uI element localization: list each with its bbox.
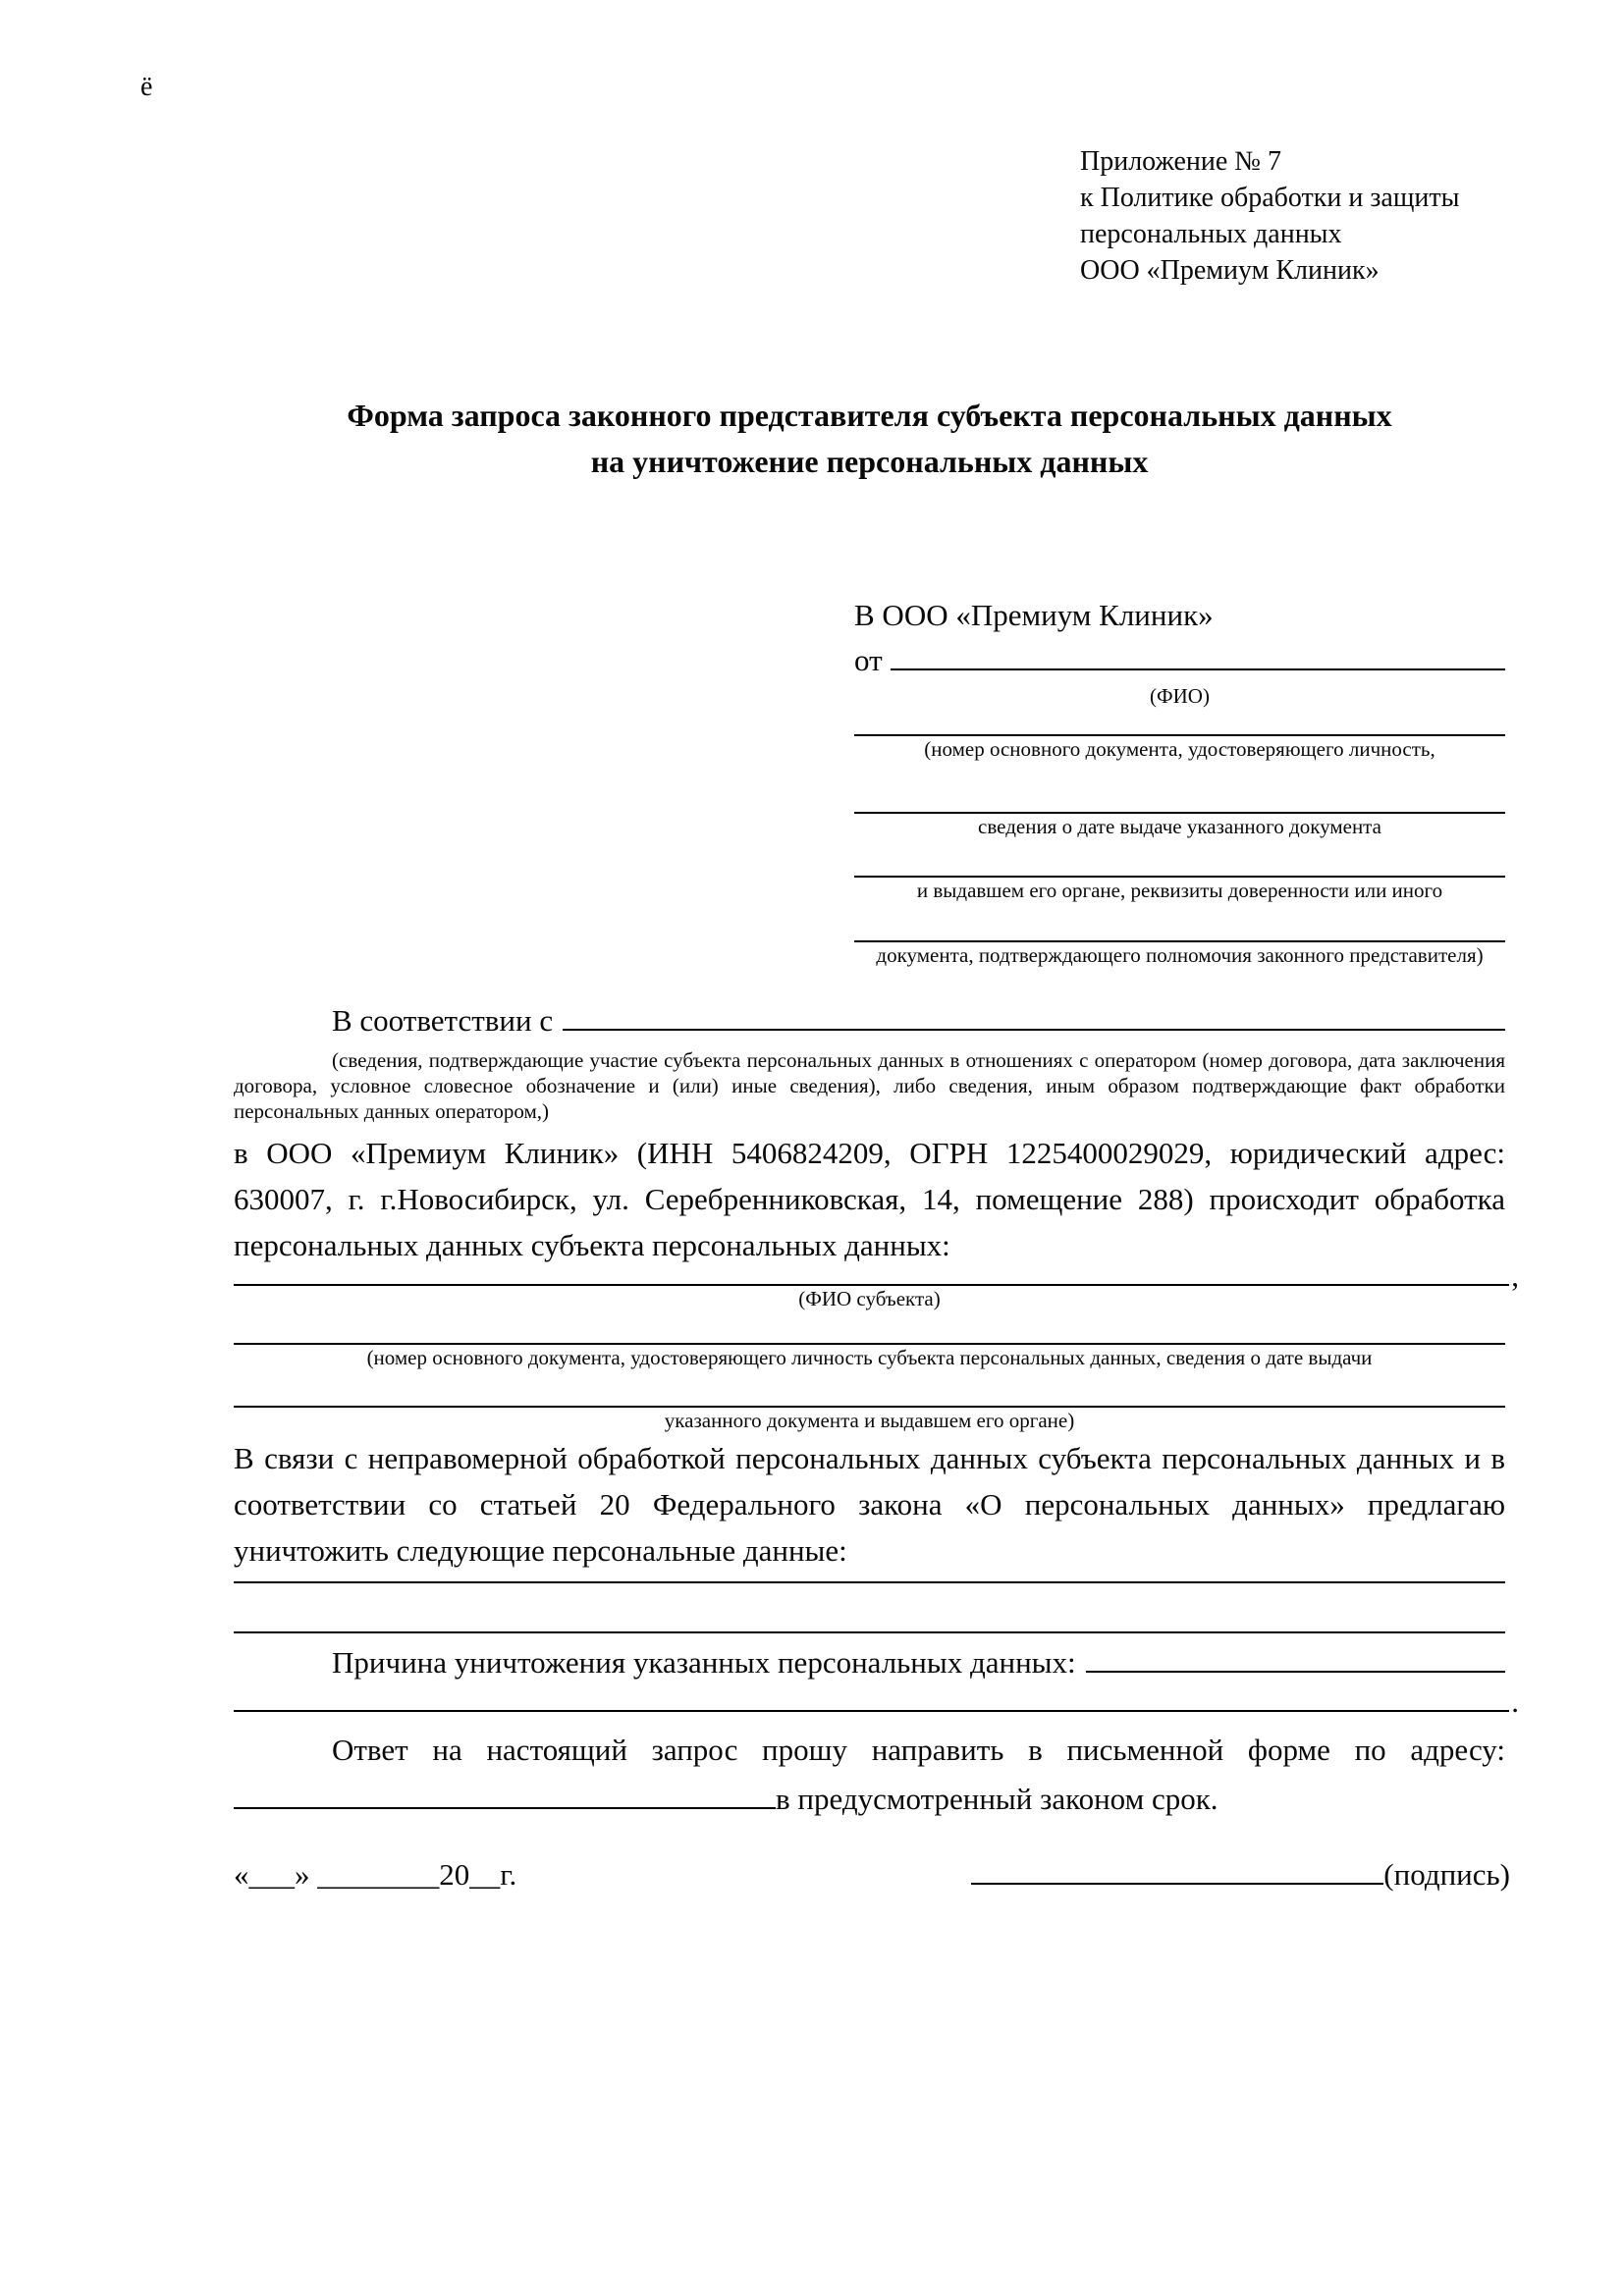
reason-continuation-row [234,1684,1519,1719]
appendix-line-3: персональных данных [1080,219,1342,249]
doc-field-line-2 [854,762,1505,814]
reason-blank-line-2 [234,1710,1509,1712]
reason-lead: Причина уничтожения указанных персональных данных: [332,1645,1076,1680]
from-row [854,638,1505,683]
appendix-line-1: Приложение № 7 [1080,146,1281,177]
addressee-to: В ООО «Премиум Клиник» [854,598,1214,632]
from-label: от [854,643,883,677]
reply-tail-row [234,1773,1505,1826]
accordance-row [234,997,1505,1043]
form-title-line-2: на уничтожение персональных данных [590,444,1149,479]
appendix-line-2: к Политике обработки и защиты [1080,183,1460,213]
appendix-note [1080,143,1459,289]
appendix-line-4: ООО «Премиум Клиник» [1080,255,1380,286]
signature-caption: (подпись) [1383,1857,1510,1892]
fio-caption: (ФИО) [1150,684,1210,708]
subject-doc-line-1 [234,1311,1505,1345]
subject-fio-caption: (ФИО субъекта) [798,1287,941,1310]
reason-blank-line [1086,1671,1505,1673]
subject-fio-row [234,1258,1519,1293]
operator-paragraph: в ООО «Премиум Клиник» (ИНН 5406824209, ОГРН 1225400029029, юридический адрес: 630007, г. г.Новосибирск, ул. Серебренниковская, 14, помещение 288) происходит обработка персональных данных субъекта персональных данных: [234,1136,1505,1262]
date-blank: «___» ________20__г. [234,1857,517,1892]
doc-field-caption-4: документа, подтверждающего полномочия законного представителя) [876,943,1484,967]
doc-field-line-3 [854,839,1505,878]
accordance-lead: В соответствии с [332,1003,554,1038]
stray-yo-mark: ё [140,72,153,102]
trailing-period: . [1511,1684,1519,1719]
doc-field-caption-2: сведения о дате выдаче указанного документа [978,815,1381,838]
reason-row [234,1639,1505,1685]
signature-group [971,1851,1510,1897]
doc-field-line-4 [854,903,1505,942]
reply-paragraph: Ответ на настоящий запрос прошу направить в письменной форме по адресу: [332,1733,1505,1767]
signature-line [971,1883,1383,1885]
subject-doc-line-2 [234,1370,1505,1408]
doc-field-caption-3: и выдавшем его органе, реквизиты доверенности или иного [916,879,1443,902]
reply-address-blank-line [234,1807,776,1809]
blank-fill-line-2 [234,1583,1505,1633]
accordance-blank-line [563,1029,1505,1031]
form-title [234,393,1505,485]
subject-doc-caption-2: указанного документа и выдавшем его органе) [664,1409,1075,1432]
form-title-line-1: Форма запроса законного представителя субъекта персональных данных [347,398,1392,433]
blank-fill-line-1 [234,1574,1505,1583]
trailing-comma: , [1511,1258,1519,1293]
main-body [234,997,1519,1826]
addressee-block [854,593,1505,968]
from-blank-line [891,668,1505,670]
subject-doc-caption-1: (номер основного документа, удостоверяющего личность субъекта персональных данных, сведения о дате выдачи [366,1346,1373,1369]
date-signature-row [234,1851,1510,1897]
reply-tail-text: в предусмотренный законом срок. [776,1782,1218,1816]
accordance-note: (сведения, подтверждающие участие субъекта персональных данных в отношениях с оператором (номер договора, дата заключения договора, условное словесное обозначение и (или) иные сведения), либо сведения, иным образом подтверждающие факт обработки персональных данных оператором,) [234,1048,1505,1123]
destroy-paragraph: В связи с неправомерной обработкой персональных данных субъекта персональных данных и в соответствии со статьей 20 Федерального закона «О персональных данных» предлагаю уничтожить следующие персональные данные: [234,1441,1505,1568]
doc-field-line-1 [854,709,1505,736]
doc-field-caption-1: (номер основного документа, удостоверяющего личность, [924,737,1435,761]
